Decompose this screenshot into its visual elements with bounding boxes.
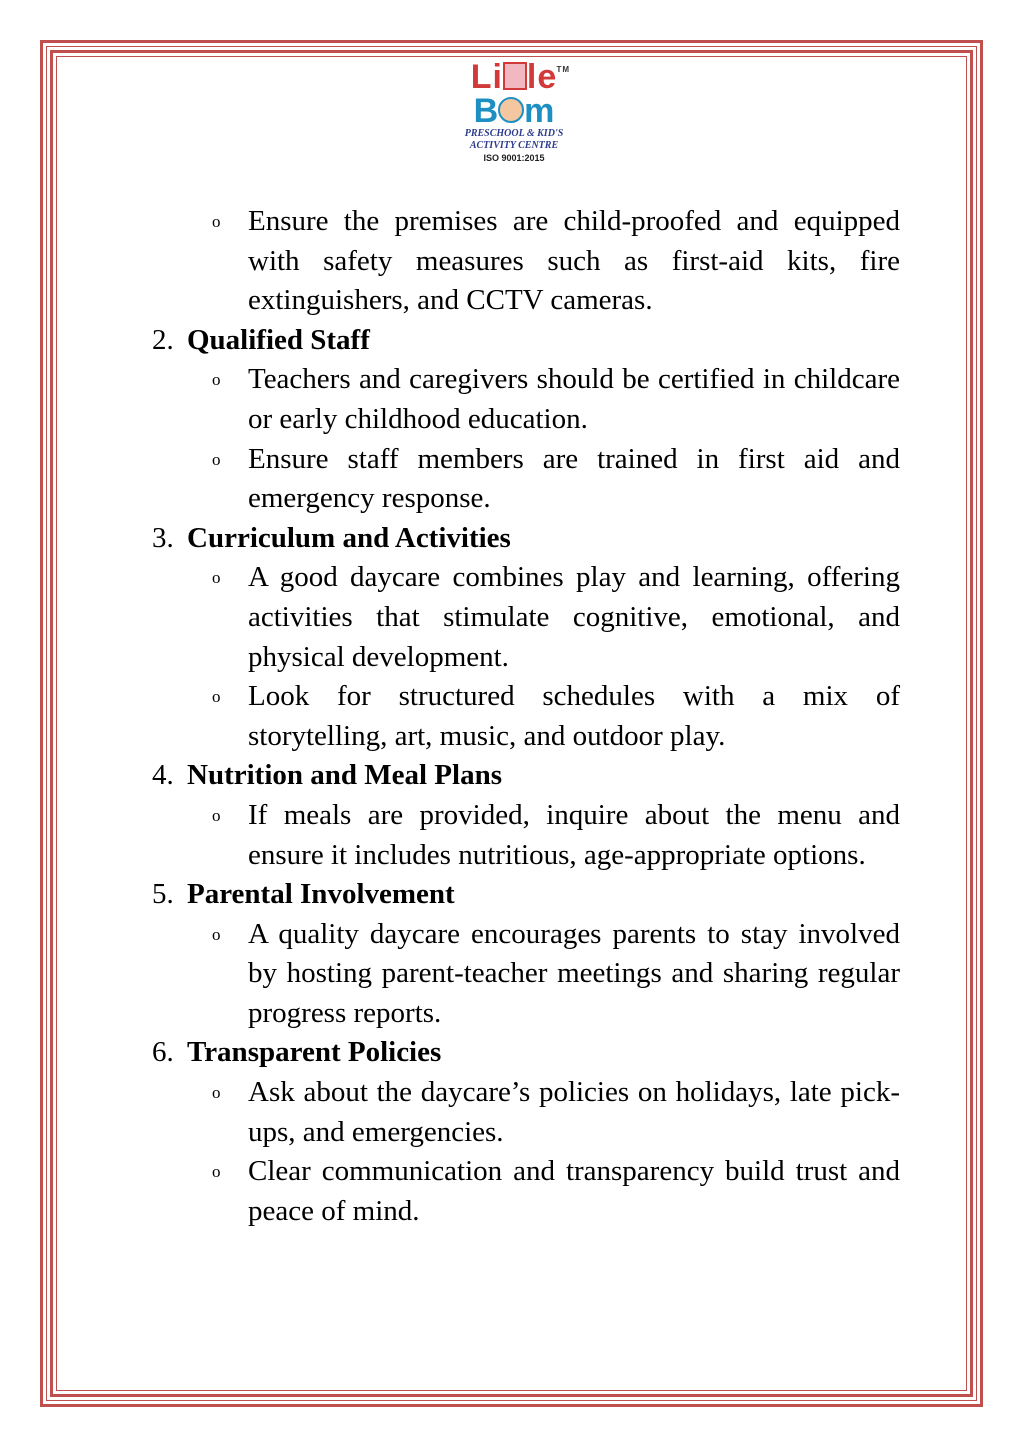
- bullet-circle-icon: o: [212, 568, 221, 588]
- bullet-circle-icon: o: [212, 449, 221, 469]
- section-title: Curriculum and Activities: [187, 521, 511, 554]
- bullet-circle-icon: o: [212, 687, 221, 707]
- section-number: 5.: [152, 878, 174, 911]
- section-title: Qualified Staff: [187, 323, 370, 356]
- logo-word-line-2: [444, 94, 584, 128]
- section-heading-nutrition: [150, 756, 900, 796]
- bullet-text: Ensure staff members are trained in first aid and emergency response.: [248, 442, 900, 515]
- bullet-text: Look for structured schedules with a mix of storytelling, art, music, and outdoor play.: [248, 680, 900, 752]
- bullet-circle-icon: o: [212, 370, 221, 390]
- section-number: 2.: [152, 323, 174, 356]
- logo-text-b: B: [473, 92, 499, 130]
- list-item: [150, 558, 900, 677]
- bullet-text: If meals are provided, inquire about the menu and ensure it includes nutritious, age-appropriate options.: [248, 798, 900, 871]
- section-heading-parental-involvement: [150, 875, 900, 915]
- bullet-circle-icon: o: [212, 805, 221, 825]
- section-heading-curriculum: [150, 519, 900, 559]
- bullet-text: Clear communication and transparency build trust and peace of mind.: [248, 1155, 900, 1227]
- logo-iso-label: ISO 9001:2015: [483, 153, 545, 163]
- list-item: [150, 202, 900, 321]
- section-number: 3.: [152, 521, 174, 554]
- house-icon: [503, 62, 527, 90]
- section-number: 6.: [152, 1036, 174, 1069]
- bullet-text: Ensure the premises are child-proofed and equipped with safety measures such as first-aid kits, fire extinguishers, and CCTV cameras.: [248, 205, 900, 317]
- list-item: [150, 1152, 900, 1231]
- bullet-text: Teachers and caregivers should be certified in childcare or early childhood education.: [248, 363, 900, 435]
- little-bom-logo: [444, 60, 584, 176]
- bullet-circle-icon: o: [212, 212, 221, 231]
- logo-subtitle-1: PRESCHOOL & KID'S: [464, 128, 564, 139]
- section-title: Transparent Policies: [187, 1036, 442, 1069]
- section-heading-transparent-policies: [150, 1033, 900, 1073]
- bullet-text: Ask about the daycare’s policies on holidays, late pick-ups, and emergencies.: [248, 1076, 900, 1148]
- section-title: Parental Involvement: [187, 878, 455, 911]
- bullet-circle-icon: o: [212, 1083, 221, 1103]
- section-heading-qualified-staff: [150, 321, 900, 361]
- bullet-text: A good daycare combines play and learning, offering activities that stimulate cognitive, emotional, and physical development.: [248, 561, 900, 673]
- child-face-icon: [498, 97, 524, 123]
- logo-subtitle-2: ACTIVITY CENTRE: [469, 140, 559, 151]
- logo-word-line-1: [444, 60, 584, 94]
- list-item: [150, 796, 900, 875]
- list-item: [150, 915, 900, 1034]
- section-number: 4.: [152, 759, 174, 792]
- bullet-circle-icon: o: [212, 1162, 221, 1182]
- document-body: [150, 202, 900, 1231]
- trademark-mark: TM: [556, 65, 570, 74]
- section-title: Nutrition and Meal Plans: [187, 759, 502, 792]
- list-item: [150, 677, 900, 756]
- bullet-circle-icon: o: [212, 924, 221, 944]
- list-item: [150, 360, 900, 439]
- bullet-text: A quality daycare encourages parents to stay involved by hosting parent-teacher meetings and sharing regular progress reports.: [248, 917, 900, 1029]
- logo-text-le: le: [526, 58, 558, 96]
- list-item: [150, 1073, 900, 1152]
- logo-text-li: Li: [470, 58, 503, 96]
- list-item: [150, 440, 900, 519]
- logo-text-m: m: [524, 92, 555, 130]
